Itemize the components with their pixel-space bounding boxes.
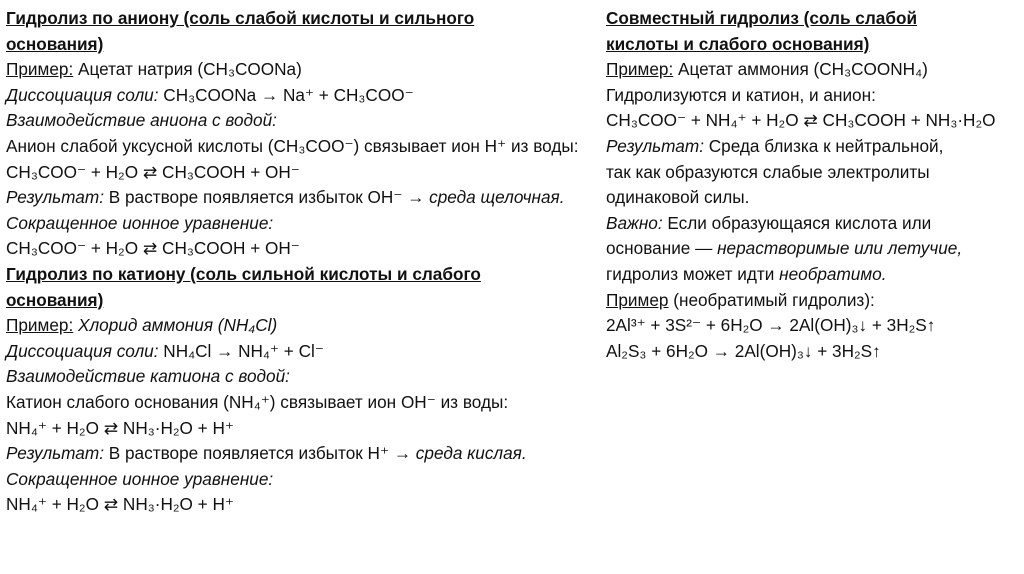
cation-result-line [6, 441, 591, 467]
dissociation-label: Диссоциация соли: [6, 84, 159, 105]
anion-description: Анион слабой уксусной кислоты (CH₃COO⁻) связывает ион H⁺ из воды: [6, 135, 579, 156]
result-text: В растворе появляется избыток OH⁻ → [103, 187, 430, 208]
joint-hydrolysis-heading: Совместный гидролиз (соль слабой [606, 8, 918, 28]
dissociation-equation: NH₄Cl → NH₄⁺ + Cl⁻ [158, 340, 324, 361]
anion-result-line [6, 185, 591, 211]
result-label: Результат: [606, 135, 704, 156]
cation-hydrolysis-heading-cont: основания) [6, 289, 104, 310]
anion-short-ionic-label: Сокращенное ионное уравнение: [6, 212, 274, 233]
result-medium: среда щелочная. [429, 187, 565, 208]
cation-short-ionic-label: Сокращенное ионное уравнение: [6, 468, 274, 489]
important-text: Если образующаяся кислота или [662, 212, 932, 233]
cation-description: Катион слабого основания (NH₄⁺) связывает ион OH⁻ из воды: [6, 391, 509, 412]
result-medium: среда кислая. [415, 443, 527, 464]
joint-result-line-2: так как образуются слабые электролиты [606, 161, 930, 182]
result-text: В растворе появляется избыток H⁺ → [103, 443, 416, 464]
anion-equation: CH₃COO⁻ + H₂O ⇄ CH₃COOH + OH⁻ [6, 161, 300, 182]
joint-hydrolysis-text: Гидролизуются и катион, и анион: [606, 84, 876, 105]
result-label: Результат: [6, 443, 104, 464]
irreversible-equation-2: Al₂S₃ + 6H₂O → 2Al(OH)₃↓ + 3H₂S↑ [606, 340, 881, 361]
right-column [606, 6, 1016, 364]
cation-equation: NH₄⁺ + H₂O ⇄ NH₃·H₂O + H⁺ [6, 417, 234, 438]
anion-dissociation-line [6, 83, 591, 109]
example-text: (необратимый гидролиз): [668, 289, 875, 310]
important-note-line [606, 211, 1016, 237]
example-text: Хлорид аммония (NH₄Cl) [73, 315, 278, 336]
example-label: Пример [606, 289, 669, 310]
dissociation-label: Диссоциация соли: [6, 340, 159, 361]
anion-example-line [6, 57, 591, 83]
example-label: Пример: [6, 59, 74, 80]
important-label: Важно: [606, 212, 663, 233]
example-label: Пример: [606, 59, 674, 80]
anion-short-ionic-equation: CH₃COO⁻ + H₂O ⇄ CH₃COOH + OH⁻ [6, 238, 300, 259]
anion-hydrolysis-heading-cont: основания) [6, 33, 104, 54]
joint-result-line [606, 134, 1016, 160]
cation-interaction-label: Взаимодействие катиона с водой: [6, 366, 290, 387]
joint-example-line [606, 57, 1016, 83]
irreversible-equation-1: 2Al³⁺ + 3S²⁻ + 6H₂O → 2Al(OH)₃↓ + 3H₂S↑ [606, 315, 936, 336]
example-text: Ацетат аммония (CH₃COONH₄) [673, 59, 928, 80]
example-label: Пример: [6, 315, 74, 336]
joint-hydrolysis-heading-cont: кислоты и слабого основания) [606, 33, 870, 54]
dissociation-equation: CH₃COONa → Na⁺ + CH₃COO⁻ [158, 84, 414, 105]
joint-equation: CH₃COO⁻ + NH₄⁺ + H₂O ⇄ CH₃COOH + NH₃·H₂O [606, 110, 996, 131]
result-text: Среда близка к нейтральной, [703, 135, 944, 156]
example-text: Ацетат натрия (CH₃COONa) [73, 59, 302, 80]
cation-dissociation-line [6, 339, 591, 365]
important-note-line-2: основание — нерастворимые или летучие, [606, 238, 963, 259]
joint-result-line-3: одинаковой силы. [606, 187, 750, 208]
result-label: Результат: [6, 187, 104, 208]
anion-interaction-label: Взаимодействие аниона с водой: [6, 110, 277, 131]
cation-short-ionic-equation: NH₄⁺ + H₂O ⇄ NH₃·H₂O + H⁺ [6, 494, 234, 515]
anion-hydrolysis-heading: Гидролиз по аниону (соль слабой кислоты и сильного [6, 8, 475, 28]
important-note-line-3: гидролиз может идти необратимо. [606, 263, 887, 284]
cation-hydrolysis-heading: Гидролиз по катиону (соль сильной кислоты и слабого [6, 263, 481, 284]
cation-example-line [6, 313, 591, 339]
irreversible-example-line [606, 288, 1016, 314]
left-column [6, 6, 591, 518]
